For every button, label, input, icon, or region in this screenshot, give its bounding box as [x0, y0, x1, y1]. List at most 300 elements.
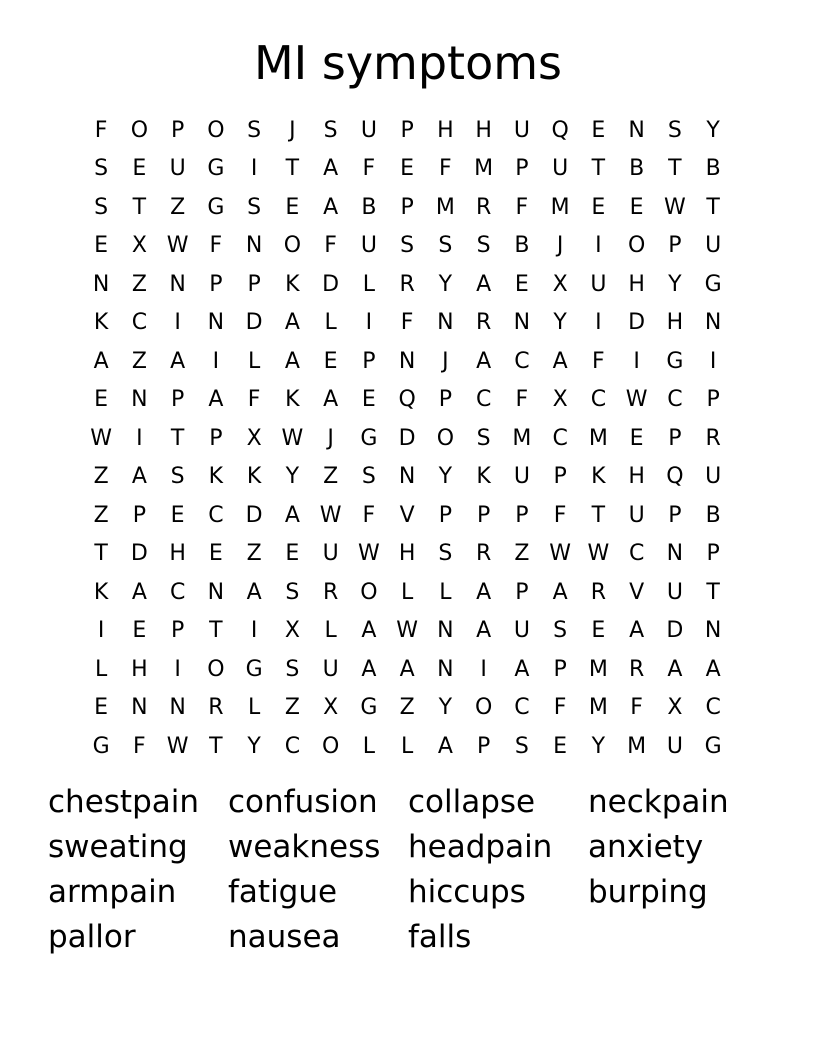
- grid-letter: Q: [551, 117, 569, 143]
- grid-letter: D: [628, 310, 646, 336]
- grid-letter: G: [207, 156, 225, 182]
- grid-letter: G: [360, 695, 378, 721]
- grid-row: [82, 188, 734, 227]
- word-list-item: fatigue: [228, 874, 338, 910]
- grid-letter: L: [324, 618, 337, 644]
- grid-letter: F: [630, 695, 643, 721]
- grid-letter: A: [476, 271, 492, 297]
- grid-letter: S: [170, 464, 185, 490]
- grid-letter: R: [208, 695, 224, 721]
- grid-letter: L: [247, 348, 261, 374]
- grid-letter: T: [706, 194, 720, 220]
- grid-letter: B: [705, 502, 721, 528]
- grid-letter: J: [289, 117, 296, 143]
- grid-letter: I: [595, 310, 602, 336]
- grid-letter: R: [475, 194, 492, 220]
- grid-letter: R: [475, 310, 492, 336]
- grid-letter: Z: [131, 348, 147, 374]
- grid-letter: V: [629, 579, 645, 605]
- grid-letter: L: [94, 656, 108, 682]
- grid-letter: A: [476, 579, 492, 605]
- grid-letter: N: [169, 695, 186, 721]
- grid-letter: J: [327, 425, 334, 451]
- grid-letter: F: [553, 502, 567, 528]
- grid-letter: R: [399, 271, 415, 297]
- grid-letter: T: [668, 156, 682, 182]
- grid-letter: I: [633, 348, 640, 374]
- grid-letter: Z: [131, 271, 147, 297]
- grid-letter: I: [365, 310, 373, 336]
- grid-letter: Z: [246, 541, 262, 567]
- grid-letter: A: [399, 656, 415, 682]
- letter-grid: [82, 111, 734, 766]
- grid-letter: S: [476, 425, 491, 451]
- grid-letter: F: [362, 502, 376, 528]
- grid-letter: G: [360, 425, 378, 451]
- grid-letter: C: [475, 387, 492, 413]
- grid-letter: C: [208, 502, 224, 528]
- grid-letter: P: [438, 387, 453, 413]
- grid-letter: U: [513, 117, 530, 143]
- grid-letter: X: [667, 695, 683, 721]
- grid-letter: B: [361, 194, 377, 220]
- grid-letter: F: [324, 233, 337, 259]
- grid-letter: A: [246, 579, 262, 605]
- grid-letter: E: [94, 233, 109, 259]
- grid-letter: N: [437, 656, 454, 682]
- grid-letter: X: [323, 695, 339, 721]
- grid-letter: M: [588, 656, 608, 682]
- grid-letter: P: [362, 348, 376, 374]
- grid-letter: P: [668, 425, 682, 451]
- grid-letter: P: [515, 579, 529, 605]
- grid-letter: T: [706, 579, 720, 605]
- grid-letter: Y: [438, 271, 453, 297]
- grid-letter: S: [400, 233, 415, 259]
- grid-letter: G: [666, 348, 684, 374]
- grid-letter: A: [437, 733, 453, 759]
- grid-letter: A: [361, 618, 377, 644]
- grid-letter: U: [590, 271, 607, 297]
- grid-letter: W: [90, 425, 112, 451]
- grid-letter: Y: [591, 733, 606, 759]
- grid-letter: M: [627, 733, 647, 759]
- grid-letter: M: [588, 695, 608, 721]
- grid-letter: R: [705, 425, 721, 451]
- grid-letter: S: [323, 117, 338, 143]
- grid-letter: M: [474, 156, 494, 182]
- grid-letter: A: [476, 618, 492, 644]
- grid-letter: S: [94, 156, 109, 182]
- grid-letter: I: [595, 233, 602, 259]
- word-list-item: burping: [588, 874, 708, 910]
- word-list-item: nausea: [228, 919, 341, 955]
- grid-letter: S: [285, 656, 300, 682]
- grid-letter: A: [131, 579, 147, 605]
- grid-letter: S: [94, 194, 109, 220]
- word-list-item: headpain: [408, 829, 553, 865]
- grid-letter: B: [705, 156, 721, 182]
- grid-letter: N: [513, 310, 531, 336]
- grid-letter: R: [590, 579, 607, 605]
- grid-letter: S: [247, 194, 262, 220]
- grid-letter: C: [514, 695, 530, 721]
- grid-letter: R: [475, 541, 492, 567]
- grid-letter: X: [246, 425, 262, 451]
- grid-letter: I: [250, 156, 258, 182]
- grid-letter: K: [246, 464, 262, 490]
- grid-letter: N: [704, 310, 722, 336]
- grid-letter: T: [285, 156, 300, 182]
- grid-letter: Q: [398, 387, 416, 413]
- word-list-item: sweating: [48, 829, 188, 865]
- grid-letter: X: [131, 233, 147, 259]
- grid-letter: S: [476, 233, 491, 259]
- grid-letter: S: [438, 541, 453, 567]
- grid-letter: P: [706, 387, 720, 413]
- grid-letter: L: [362, 733, 375, 759]
- grid-letter: N: [437, 618, 454, 644]
- grid-letter: X: [552, 387, 568, 413]
- grid-letter: C: [284, 733, 301, 759]
- grid-letter: Y: [438, 695, 453, 721]
- grid-letter: H: [437, 117, 454, 143]
- grid-letter: D: [245, 502, 263, 528]
- grid-letter: E: [591, 194, 606, 220]
- grid-letter: W: [549, 541, 571, 567]
- grid-letter: C: [590, 387, 607, 413]
- grid-letter: U: [628, 502, 645, 528]
- grid-letter: A: [284, 502, 300, 528]
- grid-letter: A: [705, 656, 721, 682]
- word-list-item: confusion: [228, 784, 378, 820]
- grid-letter: H: [475, 117, 492, 143]
- grid-letter: W: [166, 233, 189, 259]
- grid-letter: L: [400, 733, 414, 759]
- grid-letter: P: [209, 425, 223, 451]
- grid-letter: L: [247, 695, 261, 721]
- grid-letter: P: [209, 271, 223, 297]
- grid-letter: K: [208, 464, 224, 490]
- grid-letter: N: [398, 348, 416, 374]
- grid-letter: W: [166, 733, 189, 759]
- grid-row: [82, 150, 734, 189]
- grid-letter: O: [360, 579, 378, 605]
- grid-row: [82, 689, 734, 728]
- grid-letter: A: [93, 348, 109, 374]
- grid-letter: S: [514, 733, 529, 759]
- grid-letter: H: [398, 541, 416, 567]
- page-title: MI symptoms: [253, 36, 563, 90]
- grid-letter: P: [553, 464, 567, 490]
- grid-letter: Y: [553, 310, 567, 336]
- grid-letter: S: [285, 579, 300, 605]
- grid-row: [82, 727, 734, 766]
- grid-letter: O: [627, 233, 646, 259]
- grid-letter: E: [285, 541, 300, 567]
- grid-letter: E: [94, 695, 109, 721]
- grid-letter: G: [207, 194, 225, 220]
- grid-letter: O: [207, 117, 225, 143]
- grid-letter: C: [667, 387, 683, 413]
- grid-row: [82, 419, 734, 458]
- grid-letter: U: [360, 117, 377, 143]
- grid-letter: B: [629, 156, 645, 182]
- grid-letter: E: [629, 425, 644, 451]
- word-list-item: falls: [408, 919, 472, 955]
- word-list-item: pallor: [48, 919, 136, 955]
- grid-letter: C: [705, 695, 721, 721]
- grid-letter: K: [591, 464, 606, 490]
- grid-letter: Y: [706, 117, 720, 143]
- grid-letter: I: [212, 348, 220, 374]
- grid-letter: U: [666, 733, 683, 759]
- grid-letter: K: [93, 310, 109, 336]
- grid-letter: H: [131, 656, 148, 682]
- grid-letter: K: [285, 387, 300, 413]
- grid-letter: L: [400, 579, 414, 605]
- grid-letter: A: [323, 194, 339, 220]
- grid-letter: O: [207, 656, 225, 682]
- grid-row: [82, 265, 734, 304]
- grid-letter: T: [209, 733, 223, 759]
- grid-letter: E: [514, 271, 529, 297]
- grid-letter: V: [399, 502, 415, 528]
- grid-letter: G: [245, 656, 263, 682]
- grid-letter: F: [94, 117, 108, 143]
- grid-letter: M: [588, 425, 608, 451]
- grid-letter: C: [514, 348, 530, 374]
- grid-letter: N: [169, 271, 186, 297]
- grid-letter: W: [319, 502, 342, 528]
- grid-letter: E: [132, 156, 147, 182]
- grid-letter: A: [323, 387, 339, 413]
- grid-letter: P: [400, 194, 414, 220]
- grid-letter: P: [170, 387, 185, 413]
- grid-letter: S: [438, 233, 453, 259]
- grid-letter: I: [174, 310, 181, 336]
- grid-letter: I: [174, 656, 181, 682]
- grid-letter: X: [284, 618, 300, 644]
- grid-letter: P: [515, 502, 529, 528]
- grid-letter: H: [628, 271, 645, 297]
- grid-letter: G: [704, 271, 722, 297]
- grid-letter: U: [705, 464, 722, 490]
- word-list-item: neckpain: [588, 784, 729, 820]
- grid-letter: S: [667, 117, 682, 143]
- grid-row: [82, 111, 734, 150]
- grid-letter: F: [362, 156, 376, 182]
- grid-letter: T: [170, 425, 185, 451]
- grid-letter: C: [131, 310, 148, 336]
- grid-letter: P: [438, 502, 453, 528]
- grid-letter: F: [439, 156, 452, 182]
- grid-letter: S: [553, 618, 568, 644]
- grid-letter: A: [476, 348, 492, 374]
- grid-letter: M: [435, 194, 455, 220]
- grid-row: [82, 458, 734, 497]
- grid-letter: O: [283, 233, 302, 259]
- grid-letter: A: [552, 579, 568, 605]
- grid-letter: E: [591, 618, 606, 644]
- grid-letter: P: [400, 117, 414, 143]
- grid-letter: C: [628, 541, 645, 567]
- grid-letter: L: [324, 310, 337, 336]
- grid-letter: D: [398, 425, 416, 451]
- grid-letter: W: [357, 541, 380, 567]
- grid-letter: F: [592, 348, 605, 374]
- grid-letter: T: [591, 502, 606, 528]
- grid-letter: S: [361, 464, 376, 490]
- grid-letter: F: [400, 310, 414, 336]
- grid-letter: E: [94, 387, 109, 413]
- grid-letter: O: [321, 733, 340, 759]
- grid-letter: P: [170, 618, 185, 644]
- grid-letter: H: [666, 310, 684, 336]
- grid-letter: U: [513, 618, 530, 644]
- grid-letter: N: [131, 387, 148, 413]
- grid-letter: L: [362, 271, 375, 297]
- grid-letter: N: [628, 117, 645, 143]
- grid-letter: W: [281, 425, 304, 451]
- grid-letter: W: [663, 194, 686, 220]
- grid-letter: A: [552, 348, 568, 374]
- grid-letter: P: [170, 117, 185, 143]
- word-list: [48, 780, 768, 960]
- grid-letter: N: [245, 233, 263, 259]
- grid-letter: E: [285, 194, 300, 220]
- grid-row: [82, 612, 734, 651]
- grid-letter: Z: [399, 695, 415, 721]
- grid-letter: E: [361, 387, 376, 413]
- grid-letter: O: [474, 695, 493, 721]
- grid-letter: T: [209, 618, 223, 644]
- grid-letter: A: [361, 656, 377, 682]
- grid-letter: D: [245, 310, 263, 336]
- grid-letter: N: [398, 464, 416, 490]
- grid-letter: P: [247, 271, 261, 297]
- grid-letter: P: [668, 502, 682, 528]
- grid-letter: T: [94, 541, 108, 567]
- grid-letter: I: [136, 425, 143, 451]
- grid-letter: N: [666, 541, 684, 567]
- grid-letter: N: [207, 310, 225, 336]
- grid-letter: C: [552, 425, 568, 451]
- grid-row: [82, 573, 734, 612]
- grid-row: [82, 381, 734, 420]
- grid-letter: J: [442, 348, 449, 374]
- grid-letter: N: [704, 618, 722, 644]
- grid-letter: Z: [93, 464, 109, 490]
- grid-letter: N: [437, 310, 454, 336]
- grid-letter: U: [513, 464, 530, 490]
- grid-letter: P: [476, 502, 491, 528]
- grid-letter: P: [706, 541, 720, 567]
- grid-letter: G: [704, 733, 722, 759]
- grid-letter: A: [667, 656, 683, 682]
- grid-letter: Z: [514, 541, 530, 567]
- grid-letter: U: [705, 233, 722, 259]
- grid-letter: F: [209, 233, 223, 259]
- grid-row: [82, 304, 734, 343]
- grid-letter: A: [323, 156, 339, 182]
- grid-letter: U: [552, 156, 569, 182]
- grid-letter: M: [550, 194, 570, 220]
- grid-letter: U: [169, 156, 186, 182]
- grid-letter: E: [132, 618, 147, 644]
- grid-letter: B: [514, 233, 530, 259]
- grid-letter: Y: [285, 464, 300, 490]
- grid-letter: E: [553, 733, 568, 759]
- grid-letter: I: [97, 618, 105, 644]
- grid-letter: E: [629, 194, 644, 220]
- grid-row: [82, 650, 734, 689]
- grid-letter: D: [130, 541, 148, 567]
- grid-letter: H: [628, 464, 645, 490]
- grid-letter: D: [666, 618, 684, 644]
- grid-letter: O: [436, 425, 455, 451]
- grid-letter: C: [169, 579, 186, 605]
- grid-row: [82, 496, 734, 535]
- grid-letter: A: [284, 348, 300, 374]
- grid-letter: S: [247, 117, 262, 143]
- grid-letter: A: [208, 387, 224, 413]
- word-list-item: collapse: [408, 784, 536, 820]
- grid-letter: A: [514, 656, 530, 682]
- grid-letter: F: [515, 194, 529, 220]
- grid-letter: K: [476, 464, 491, 490]
- grid-letter: Y: [247, 733, 261, 759]
- grid-letter: L: [439, 579, 452, 605]
- grid-letter: Z: [323, 464, 339, 490]
- word-list-item: anxiety: [588, 829, 704, 865]
- grid-letter: K: [285, 271, 300, 297]
- grid-letter: Y: [668, 271, 682, 297]
- grid-letter: O: [130, 117, 149, 143]
- grid-letter: P: [553, 656, 567, 682]
- grid-letter: T: [132, 194, 147, 220]
- grid-letter: A: [629, 618, 645, 644]
- grid-letter: I: [480, 656, 487, 682]
- grid-letter: F: [133, 733, 146, 759]
- grid-letter: P: [132, 502, 147, 528]
- grid-letter: Z: [93, 502, 109, 528]
- grid-letter: A: [170, 348, 186, 374]
- grid-letter: N: [131, 695, 148, 721]
- word-list-item: hiccups: [408, 874, 526, 910]
- word-list-item: chestpain: [48, 784, 200, 820]
- grid-row: [82, 227, 734, 266]
- grid-letter: X: [552, 271, 568, 297]
- grid-letter: A: [131, 464, 147, 490]
- grid-row: [82, 342, 734, 381]
- grid-letter: Q: [666, 464, 684, 490]
- word-list-item: armpain: [48, 874, 177, 910]
- grid-letter: P: [515, 156, 529, 182]
- word-list-item: weakness: [228, 829, 381, 865]
- grid-letter: W: [396, 618, 418, 644]
- grid-letter: R: [628, 656, 645, 682]
- grid-letter: D: [322, 271, 340, 297]
- grid-letter: E: [323, 348, 338, 374]
- grid-letter: M: [512, 425, 532, 451]
- grid-letter: K: [93, 579, 109, 605]
- grid-letter: I: [250, 618, 258, 644]
- grid-letter: H: [169, 541, 186, 567]
- grid-letter: I: [709, 348, 717, 374]
- grid-letter: J: [556, 233, 564, 259]
- grid-letter: U: [322, 541, 339, 567]
